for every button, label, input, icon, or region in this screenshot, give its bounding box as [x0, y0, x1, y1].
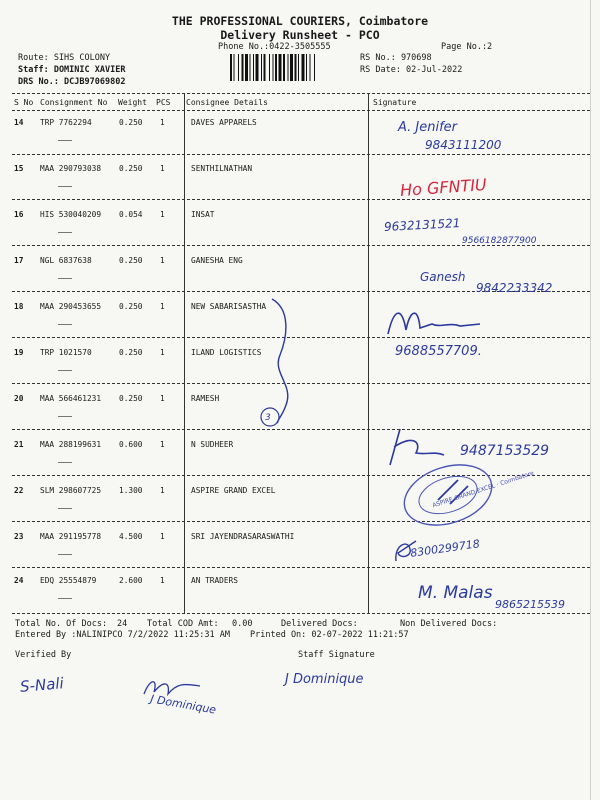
- handwritten-name-r14: A. Jenifer: [398, 120, 458, 135]
- row-consignee: SENTHILNATHAN: [191, 164, 253, 173]
- staff-signature-label: Staff Signature: [298, 650, 375, 660]
- delivered-docs-label: Delivered Docs:: [281, 619, 358, 629]
- row-tick-mark: [58, 278, 72, 279]
- verified-by-label: Verified By: [15, 650, 72, 660]
- runsheet-title: Delivery Runsheet - PCO: [220, 28, 380, 42]
- signature-scribble-r23-icon: [390, 535, 420, 565]
- row-weight: 0.054: [119, 210, 143, 219]
- col-header-consignee: Consignee Details: [186, 98, 268, 107]
- row-sno: 17: [14, 256, 24, 265]
- row-sno: 23: [14, 532, 24, 541]
- row-pcs: 1: [160, 118, 165, 127]
- row-pcs: 1: [160, 486, 165, 495]
- row-consignee: NEW SABARISASTHA: [191, 302, 267, 311]
- row-consignee: RAMESH: [191, 394, 220, 403]
- non-delivered-docs-label: Non Delivered Docs:: [400, 619, 498, 629]
- row-sno: 24: [14, 576, 24, 585]
- row-pcs: 1: [160, 256, 165, 265]
- handwritten-name-r24: M. Malas: [418, 583, 493, 603]
- row-consignment: MAA 291195778: [40, 532, 102, 541]
- row-pcs: 1: [160, 440, 165, 449]
- row-weight: 4.500: [119, 532, 143, 541]
- row-sno: 21: [14, 440, 24, 449]
- row-tick-mark: [58, 462, 72, 463]
- row-divider: [12, 567, 590, 568]
- signature-scribble-r18-icon: [380, 300, 490, 345]
- handwritten-phone-r24: 9865215539: [495, 598, 565, 611]
- row-divider: [12, 154, 590, 155]
- table-header-rule: [12, 110, 590, 111]
- row-weight: 2.600: [119, 576, 143, 585]
- route-label: Route: SIHS COLONY: [18, 53, 111, 63]
- row-consignment: MAA 290453655: [40, 302, 102, 311]
- total-docs-label: Total No. Of Docs:: [15, 619, 108, 629]
- row-consignment: EDQ 25554879: [40, 576, 97, 585]
- row-pcs: 1: [160, 210, 165, 219]
- handwritten-mark-r15: Ho GFNTIU: [399, 174, 488, 201]
- row-tick-mark: [58, 598, 72, 599]
- row-tick-mark: [58, 554, 72, 555]
- row-consignment: MAA 288199631: [40, 440, 102, 449]
- company-stamp-icon: [398, 460, 498, 530]
- consignee-column-divider: [184, 93, 185, 613]
- row-divider: [12, 475, 590, 476]
- row-sno: 16: [14, 210, 24, 219]
- handwritten-phone-r14: 9843111200: [425, 138, 502, 152]
- row-consignment: MAA 290793038: [40, 164, 102, 173]
- row-tick-mark: [58, 508, 72, 509]
- row-sno: 22: [14, 486, 24, 495]
- col-header-signature: Signature: [373, 98, 417, 107]
- handwritten-phone-r19: 9688557709.: [395, 344, 482, 359]
- signature-column-divider: [368, 93, 369, 613]
- row-sno: 19: [14, 348, 24, 357]
- row-pcs: 1: [160, 576, 165, 585]
- handwritten-phone2-r16: 9566182877900: [462, 236, 537, 246]
- bracket-mark-icon: [268, 295, 308, 425]
- row-sno: 15: [14, 164, 24, 173]
- handwritten-phone-r17: 9842233342: [476, 281, 553, 295]
- handwritten-circle-mark-r20: 3: [265, 413, 271, 423]
- page-number: Page No.:2: [441, 42, 493, 52]
- row-weight: 1.300: [119, 486, 143, 495]
- table-bottom-rule: [12, 613, 590, 614]
- page-edge: [590, 0, 591, 800]
- row-consignment: HIS 530040209: [40, 210, 102, 219]
- total-docs-value: 24: [117, 619, 128, 629]
- row-tick-mark: [58, 186, 72, 187]
- signature-scribble-footer-icon: [140, 672, 210, 702]
- handwritten-phone-r23: 8300299718: [409, 537, 481, 560]
- row-consignee: N SUDHEER: [191, 440, 234, 449]
- handwritten-name-r17: Ganesh: [420, 270, 466, 284]
- staff-signature-lower: J Dominique: [149, 692, 218, 717]
- phone-number: Phone No.:0422-3505555: [218, 42, 331, 52]
- row-weight: 0.600: [119, 440, 143, 449]
- row-tick-mark: [58, 416, 72, 417]
- row-weight: 0.250: [119, 394, 143, 403]
- row-divider: [12, 429, 590, 430]
- row-consignee: ASPIRE GRAND EXCEL: [191, 486, 276, 495]
- row-divider: [12, 521, 590, 522]
- row-consignment: TRP 7762294: [40, 118, 92, 127]
- row-consignee: DAVES APPARELS: [191, 118, 257, 127]
- row-consignment: SLM 298607725: [40, 486, 102, 495]
- row-consignee: AN TRADERS: [191, 576, 238, 585]
- staff-signature-upper: J Dominique: [285, 672, 364, 687]
- row-tick-mark: [58, 324, 72, 325]
- row-divider: [12, 199, 590, 200]
- row-consignee: SRI JAYENDRASARASWATHI: [191, 532, 295, 541]
- row-tick-mark: [58, 232, 72, 233]
- row-weight: 0.250: [119, 164, 143, 173]
- row-consignee: INSAT: [191, 210, 215, 219]
- row-consignment: NGL 6837638: [40, 256, 92, 265]
- handwritten-phone-r21: 9487153529: [460, 443, 550, 459]
- row-tick-mark: [58, 370, 72, 371]
- row-weight: 0.250: [119, 348, 143, 357]
- row-pcs: 1: [160, 302, 165, 311]
- row-weight: 0.250: [119, 256, 143, 265]
- row-pcs: 1: [160, 394, 165, 403]
- handwritten-phone1-r16: 9632131521: [383, 216, 461, 234]
- row-sno: 14: [14, 118, 24, 127]
- row-weight: 0.250: [119, 118, 143, 127]
- row-sno: 18: [14, 302, 24, 311]
- row-consignee: ILAND LOGISTICS: [191, 348, 262, 357]
- row-sno: 20: [14, 394, 24, 403]
- col-header-sno: S No: [14, 98, 34, 107]
- row-pcs: 1: [160, 532, 165, 541]
- company-stamp-text: ASPIRE GRAND EXCEL · Coimbatore: [431, 469, 535, 510]
- col-header-pcs: PCS: [156, 98, 171, 107]
- col-header-weight: Weight: [118, 98, 147, 107]
- rs-number: RS No.: 970698: [360, 53, 432, 63]
- cod-label: Total COD Amt:: [147, 619, 219, 629]
- row-weight: 0.250: [119, 302, 143, 311]
- barcode-icon: [230, 54, 357, 81]
- col-header-consignment: Consignment No: [40, 98, 108, 107]
- staff-label: Staff: DOMINIC XAVIER: [18, 65, 126, 75]
- cod-value: 0.00: [232, 619, 253, 629]
- row-consignee: GANESHA ENG: [191, 256, 243, 265]
- rs-date: RS Date: 02-Jul-2022: [360, 65, 463, 75]
- row-consignment: MAA 566461231: [40, 394, 102, 403]
- verifier-signature: S-Nali: [19, 674, 65, 696]
- row-consignment: TRP 1021570: [40, 348, 92, 357]
- row-tick-mark: [58, 140, 72, 141]
- company-title: THE PROFESSIONAL COURIERS, Coimbatore: [171, 14, 429, 28]
- row-pcs: 1: [160, 164, 165, 173]
- entered-by: Entered By :NALINIPCO 7/2/2022 11:25:31 AM: [15, 630, 230, 640]
- printed-on: Printed On: 02-07-2022 11:21:57: [250, 630, 409, 640]
- drs-number: DRS No.: DCJB97069802: [18, 77, 126, 87]
- table-top-rule: [12, 93, 590, 94]
- row-pcs: 1: [160, 348, 165, 357]
